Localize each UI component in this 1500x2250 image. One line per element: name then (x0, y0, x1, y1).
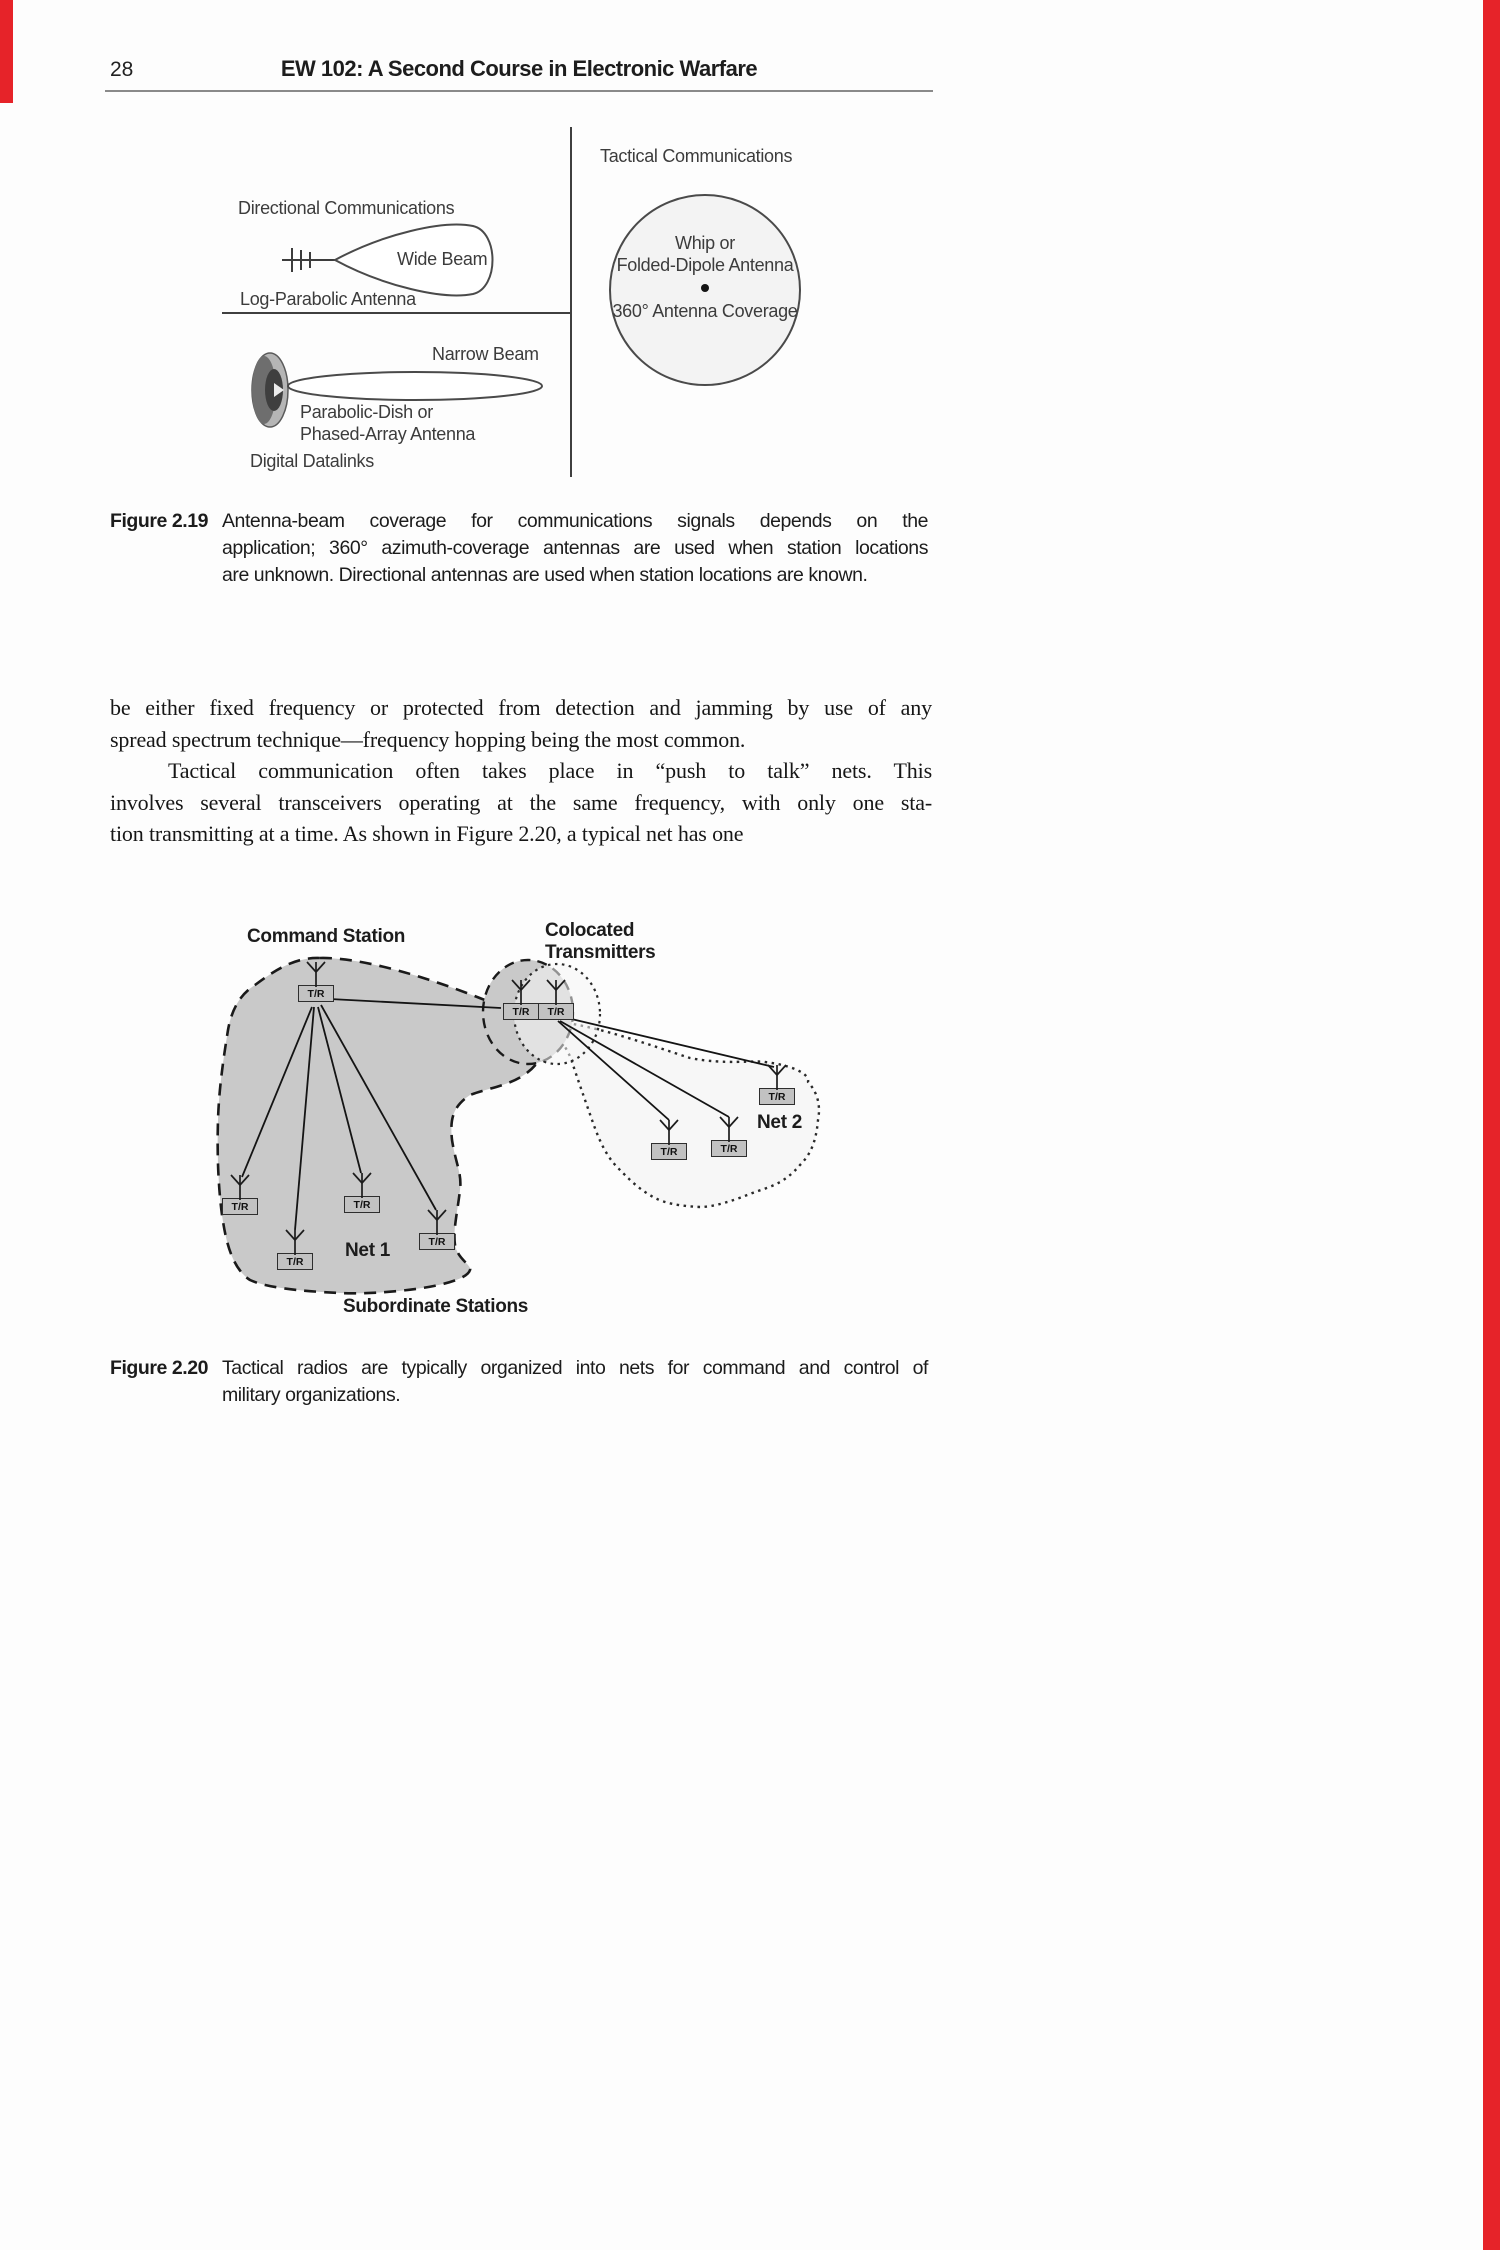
antenna-icon (508, 979, 534, 1005)
tr-box-label: T/R (768, 1090, 786, 1103)
tr-unit-colocated-right (534, 979, 578, 1020)
tr-box (538, 1003, 574, 1020)
antenna-icon (543, 979, 569, 1005)
tr-unit-net2-3 (647, 1119, 691, 1160)
whip-antenna-label (609, 232, 801, 276)
tr-unit-command (294, 961, 338, 1002)
tr-box (344, 1196, 380, 1213)
antenna-icon (282, 1229, 308, 1255)
antenna-icon (424, 1209, 450, 1235)
coverage-label: 360° Antenna Coverage (612, 301, 798, 321)
tr-box-label: T/R (428, 1235, 446, 1248)
tr-unit-net1-1 (218, 1174, 262, 1215)
tr-box (419, 1233, 455, 1250)
body-text-line: Tactical communication often takes place in “push to talk” nets. This (168, 758, 932, 783)
antenna-icon (227, 1174, 253, 1200)
tr-box (277, 1253, 313, 1270)
antenna-icon (349, 1172, 375, 1198)
colocated-label-line2: Transmitters (545, 942, 656, 963)
fig219-vertical-divider (570, 127, 572, 477)
red-edge-strip-left (0, 0, 13, 103)
subordinate-stations-label: Subordinate Stations (343, 1296, 529, 1317)
tr-box-label: T/R (547, 1005, 565, 1018)
tr-unit-net2-2 (707, 1116, 751, 1157)
directional-communications-label: Directional Communications (238, 198, 455, 218)
narrow-beam-label: Narrow Beam (432, 344, 539, 364)
body-text-line: spread spectrum technique—frequency hopping being the most common. (110, 726, 746, 752)
fig220-caption-line: Tactical radios are typically organized into nets for command and control of (222, 1357, 928, 1379)
antenna-icon (303, 961, 329, 987)
narrow-beam-shape (285, 368, 547, 404)
tr-box (759, 1088, 795, 1105)
body-text-line: tion transmitting at a time. As shown in Figure 2.20, a typical net has one (110, 821, 744, 846)
fig220-caption (222, 1355, 928, 1409)
fig219-caption-line: Antenna-beam coverage for communications signals depends on the (222, 510, 928, 532)
omni-antenna-dot (701, 284, 709, 292)
tr-box-label: T/R (353, 1198, 371, 1211)
fig219-horizontal-divider (222, 312, 570, 314)
antenna-icon (656, 1119, 682, 1145)
tr-box-label: T/R (307, 987, 325, 1000)
colocated-transmitters-label (545, 920, 655, 964)
tr-unit-net2-1 (755, 1064, 799, 1105)
whip-label-line2: Folded-Dipole Antenna (616, 255, 794, 275)
antenna-icon (764, 1064, 790, 1090)
body-paragraphs (110, 692, 932, 850)
log-parabolic-label: Log-Parabolic Antenna (240, 289, 416, 309)
command-station-label: Command Station (247, 926, 406, 947)
fig220-caption-line: military organizations. (222, 1384, 401, 1406)
log-periodic-antenna-icon (282, 244, 336, 276)
page-number: 28 (110, 58, 134, 81)
tr-box-label: T/R (660, 1145, 678, 1158)
header-rule (105, 90, 933, 92)
tr-box-label: T/R (231, 1200, 249, 1213)
net2-label: Net 2 (757, 1112, 802, 1133)
header-title: EW 102: A Second Course in Electronic Warfare (280, 56, 758, 81)
fig219-caption-line: are unknown. Directional antennas are used when station locations are known. (222, 564, 868, 586)
body-text-line: involves several transceivers operating at the same frequency, with only one sta- (110, 789, 932, 815)
red-edge-strip-right (1483, 0, 1500, 2250)
tr-box-label: T/R (286, 1255, 304, 1268)
tr-box (711, 1140, 747, 1157)
tr-box (651, 1143, 687, 1160)
tr-box-label: T/R (720, 1142, 738, 1155)
tr-unit-net1-3 (415, 1209, 459, 1250)
tr-box (298, 985, 334, 1002)
parabolic-dish-label-line2: Phased-Array Antenna (300, 424, 476, 444)
fig219-caption (222, 508, 928, 589)
fig219-caption-label: Figure 2.19 (110, 510, 209, 532)
parabolic-dish-label-line1: Parabolic-Dish or (300, 402, 433, 422)
tr-unit-net1-4 (273, 1229, 317, 1270)
tr-box-label: T/R (512, 1005, 530, 1018)
fig219-caption-line: application; 360° azimuth-coverage antennas are used when station locations (222, 537, 928, 559)
colocated-label-line1: Colocated (545, 920, 635, 941)
digital-datalinks-label: Digital Datalinks (250, 451, 374, 471)
net1-label: Net 1 (345, 1240, 390, 1261)
whip-label-line1: Whip or (675, 233, 735, 253)
tr-unit-net1-2 (340, 1172, 384, 1213)
body-text-line: be either fixed frequency or protected from detection and jamming by use of any (110, 695, 932, 720)
antenna-icon (716, 1116, 742, 1142)
tr-box (222, 1198, 258, 1215)
tactical-communications-label: Tactical Communications (600, 146, 793, 166)
wide-beam-label: Wide Beam (397, 249, 488, 269)
fig220-caption-label: Figure 2.20 (110, 1357, 209, 1379)
